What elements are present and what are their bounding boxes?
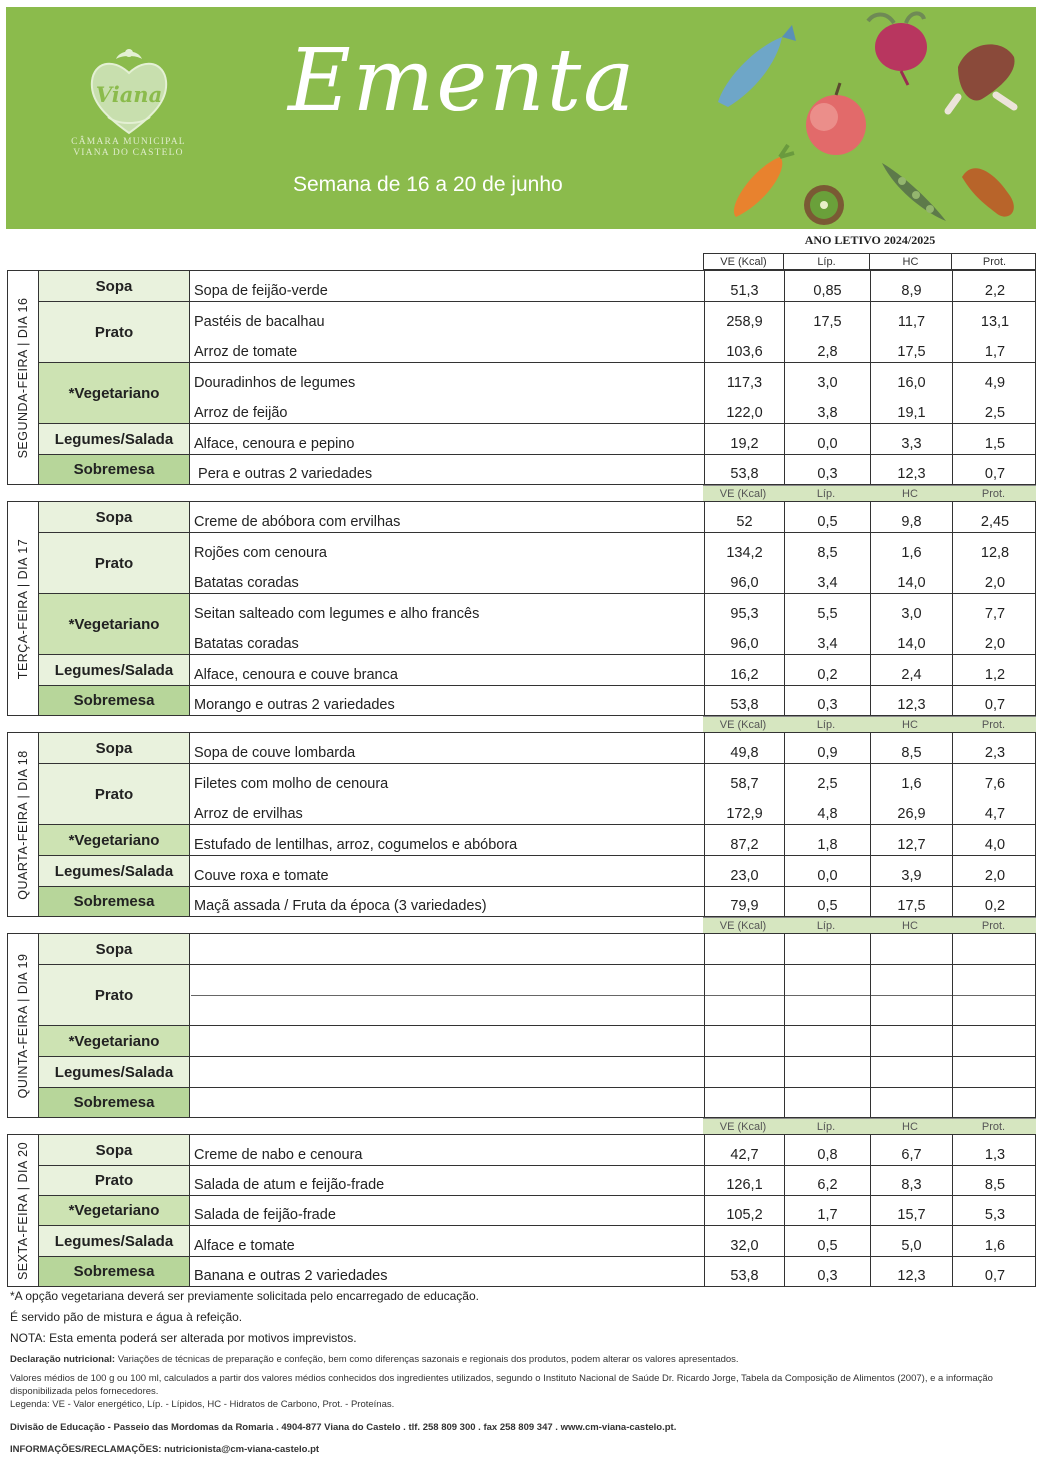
dish-name	[191, 934, 704, 964]
table-row	[39, 654, 1035, 685]
col-lip: Líp.	[816, 488, 836, 500]
prot-value: 1,2	[952, 654, 1037, 685]
table-row	[39, 271, 1035, 301]
legend-note: Legenda: VE - Valor energético, Líp. - Lípidos, HC - Hidratos de Carbono, Prot. - Proteínas.	[10, 1399, 395, 1410]
day-block-wednesday	[7, 732, 1036, 917]
prot-value: 8,5	[952, 1165, 1037, 1195]
hc-value: 12,3	[870, 454, 952, 484]
lip-value: 0,5	[784, 502, 870, 532]
ve-value: 103,6	[704, 332, 784, 362]
prot-value: 1,3	[952, 1135, 1037, 1165]
hc-value: 1,6	[870, 763, 952, 794]
table-row	[39, 794, 1035, 824]
category-label: Sobremesa	[39, 686, 190, 715]
dish-name: Arroz de tomate	[194, 344, 298, 360]
column-header-row	[703, 1118, 1036, 1135]
category-label: Legumes/Salada	[39, 1226, 190, 1256]
dish-name: Rojões com cenoura	[194, 545, 327, 561]
viana-heart-emblem-icon	[84, 45, 174, 137]
values-note: Valores médios de 100 g ou 100 ml, calculados a partir dos valores médios conhecidos dos ingredientes utilizados, segundo o Instituto Nacional de Saúde Dr. Ricardo Jorge, Tabela da Composição de Alimentos (2007), e a informação disponibilizada pelos fornecedores.	[10, 1373, 993, 1397]
prot-value	[952, 995, 1037, 1025]
ve-value: 49,8	[704, 733, 784, 763]
lip-value: 3,0	[784, 362, 870, 393]
lip-value: 0,85	[784, 271, 870, 301]
school-year: ANO LETIVO 2024/2025	[804, 233, 936, 247]
dish-name	[191, 964, 704, 995]
hc-value: 16,0	[870, 362, 952, 393]
hc-value	[870, 1087, 952, 1117]
ve-value: 95,3	[704, 593, 784, 624]
category-label: Prato	[39, 533, 190, 593]
pea-pod-icon	[882, 163, 946, 221]
ve-value: 58,7	[704, 763, 784, 794]
prot-value: 1,6	[952, 1225, 1037, 1256]
day-label: QUINTA-FEIRA | DIA 19	[16, 953, 30, 1098]
ve-value: 79,9	[704, 886, 784, 916]
hc-value: 17,5	[870, 886, 952, 916]
day-block-monday	[7, 270, 1036, 485]
category-label: *Vegetariano	[39, 1196, 190, 1225]
table-row	[39, 423, 1035, 454]
col-ve: VE (Kcal)	[719, 488, 767, 500]
category-label: Sopa	[39, 1135, 190, 1165]
prot-value: 2,5	[952, 393, 1037, 423]
col-lip: Líp.	[816, 719, 836, 731]
logo-line-1: CÂMARA MUNICIPAL	[71, 137, 186, 147]
dish-name: Pastéis de bacalhau	[194, 314, 325, 330]
category-label: Sobremesa	[39, 1088, 190, 1117]
table-row	[39, 1056, 1035, 1087]
ve-value: 258,9	[704, 301, 784, 332]
category-label: Sobremesa	[39, 887, 190, 916]
hc-value: 19,1	[870, 393, 952, 423]
lip-value: 0,0	[784, 855, 870, 886]
prot-value: 0,7	[952, 454, 1037, 484]
contact-label: INFORMAÇÕES/RECLAMAÇÕES:	[10, 1444, 162, 1455]
table-row	[39, 763, 1035, 794]
col-hc: HC	[902, 719, 918, 731]
bread-note: É servido pão de mistura e água à refeição.	[10, 1310, 243, 1324]
table-row	[39, 332, 1035, 362]
prot-value: 2,0	[952, 563, 1037, 593]
prot-value	[952, 964, 1037, 995]
table-row	[39, 563, 1035, 593]
lip-value	[784, 934, 870, 964]
table-row	[39, 995, 1035, 1025]
chicken-leg-icon	[958, 44, 1015, 107]
table-row	[39, 1256, 1035, 1286]
hc-value: 8,5	[870, 733, 952, 763]
lip-value: 17,5	[784, 301, 870, 332]
prot-value: 2,0	[952, 624, 1037, 654]
dish-name: Alface e tomate	[194, 1238, 295, 1254]
ve-value: 117,3	[704, 362, 784, 393]
col-lip: Líp.	[816, 920, 836, 932]
lip-value	[784, 1056, 870, 1087]
table-row	[39, 593, 1035, 624]
fish-icon	[718, 25, 796, 107]
table-row	[39, 362, 1035, 393]
header-banner	[6, 7, 1036, 229]
hc-value: 17,5	[870, 332, 952, 362]
table-row	[39, 1025, 1035, 1056]
lip-value: 3,4	[784, 624, 870, 654]
category-label: Sopa	[39, 502, 190, 532]
hc-value: 3,0	[870, 593, 952, 624]
dish-name: Morango e outras 2 variedades	[194, 697, 395, 713]
category-label: *Vegetariano	[39, 1026, 190, 1056]
table-row	[39, 886, 1035, 916]
prot-value: 4,7	[952, 794, 1037, 824]
lip-value	[784, 995, 870, 1025]
division-contact: Divisão de Educação - Passeio das Mordomas da Romaria . 4904-877 Viana do Castelo . tlf. 258 809 300 . fax 258 809 347 . www.cm-viana-castelo.pt.	[10, 1422, 677, 1433]
sausage-icon	[962, 168, 1014, 216]
table-row	[39, 964, 1035, 995]
col-prot: Prot.	[981, 719, 1006, 731]
column-header-row	[703, 917, 1036, 934]
ve-value: 87,2	[704, 824, 784, 855]
prot-value	[952, 1025, 1037, 1056]
ve-value: 32,0	[704, 1225, 784, 1256]
lip-value: 6,2	[784, 1165, 870, 1195]
lip-value: 0,5	[784, 1225, 870, 1256]
hc-value: 3,9	[870, 855, 952, 886]
hc-value	[870, 934, 952, 964]
lip-value: 0,2	[784, 654, 870, 685]
col-ve: VE (Kcal)	[719, 920, 767, 932]
hc-value: 6,7	[870, 1135, 952, 1165]
col-prot: Prot.	[981, 1121, 1006, 1133]
col-prot: Prot.	[981, 488, 1006, 500]
dish-name: Alface, cenoura e pepino	[194, 436, 355, 452]
ve-value: 105,2	[704, 1195, 784, 1225]
hc-value: 1,6	[870, 532, 952, 563]
table-row	[39, 454, 1035, 484]
category-label: *Vegetariano	[39, 825, 190, 855]
dish-name: Arroz de ervilhas	[194, 806, 303, 822]
lip-value: 2,5	[784, 763, 870, 794]
prot-value: 2,3	[952, 733, 1037, 763]
dish-name	[191, 995, 704, 1025]
nutrition-declaration	[10, 1353, 1035, 1366]
bone-icon	[948, 97, 958, 111]
table-row	[39, 393, 1035, 423]
hc-value: 8,3	[870, 1165, 952, 1195]
table-row	[39, 733, 1035, 763]
dish-name: Salada de feijão-frade	[194, 1207, 336, 1223]
dish-name: Couve roxa e tomate	[194, 868, 329, 884]
kiwi-icon	[804, 185, 844, 225]
dish-name: Salada de atum e feijão-frade	[194, 1177, 385, 1193]
col-hc: HC	[870, 254, 952, 269]
lip-value: 0,5	[784, 886, 870, 916]
prot-value: 2,0	[952, 855, 1037, 886]
ve-value: 126,1	[704, 1165, 784, 1195]
day-label: TERÇA-FEIRA | DIA 17	[16, 538, 30, 679]
day-block-friday	[7, 1134, 1036, 1287]
category-label: Prato	[39, 965, 190, 1025]
lip-value: 0,3	[784, 685, 870, 715]
dish-name	[191, 1025, 704, 1056]
col-prot: Prot.	[981, 920, 1006, 932]
change-note: NOTA: Esta ementa poderá ser alterada por motivos imprevistos.	[10, 1331, 357, 1345]
category-label: Legumes/Salada	[39, 655, 190, 685]
category-label: Sopa	[39, 733, 190, 763]
declaration-label: Declaração nutricional:	[10, 1354, 116, 1365]
prot-value: 0,7	[952, 1256, 1037, 1286]
lip-value: 4,8	[784, 794, 870, 824]
col-prot: Prot.	[982, 256, 1007, 268]
table-row	[39, 1225, 1035, 1256]
ve-value: 122,0	[704, 393, 784, 423]
footer-notes	[10, 1289, 1035, 1456]
table-row	[39, 624, 1035, 654]
category-label: Legumes/Salada	[39, 424, 190, 454]
ve-value: 96,0	[704, 563, 784, 593]
ve-value: 134,2	[704, 532, 784, 563]
hc-value: 12,3	[870, 1256, 952, 1286]
hc-value	[870, 995, 952, 1025]
category-label: Sobremesa	[39, 1257, 190, 1286]
hc-value: 12,3	[870, 685, 952, 715]
dish-name: Batatas coradas	[194, 636, 299, 652]
ve-value: 53,8	[704, 454, 784, 484]
dish-name: Banana e outras 2 variedades	[194, 1268, 388, 1284]
col-hc: HC	[902, 488, 918, 500]
ve-value	[704, 1025, 784, 1056]
category-label: Legumes/Salada	[39, 856, 190, 886]
dish-name: Maçã assada / Fruta da época (3 variedades)	[194, 898, 487, 914]
prot-value: 2,2	[952, 271, 1037, 301]
category-label: Legumes/Salada	[39, 1057, 190, 1087]
ve-value: 51,3	[704, 271, 784, 301]
col-ve: VE (Kcal)	[719, 719, 767, 731]
table-row	[39, 934, 1035, 964]
category-label: Sopa	[39, 934, 190, 964]
hc-value: 14,0	[870, 563, 952, 593]
contact-email[interactable]: nutricionista@cm-viana-castelo.pt	[161, 1444, 320, 1455]
hc-value: 26,9	[870, 794, 952, 824]
dish-name: Batatas coradas	[194, 575, 299, 591]
table-row	[39, 532, 1035, 563]
page-title: Ementa	[288, 31, 637, 131]
lip-value: 0,3	[784, 454, 870, 484]
table-row	[39, 685, 1035, 715]
lip-value: 1,7	[784, 1195, 870, 1225]
dish-name: Douradinhos de legumes	[194, 375, 356, 391]
ve-value: 42,7	[704, 1135, 784, 1165]
dish-name: Arroz de feijão	[194, 405, 288, 421]
lip-value: 5,5	[784, 593, 870, 624]
hc-value: 11,7	[870, 301, 952, 332]
dish-name: Pera e outras 2 variedades	[194, 466, 373, 482]
day-label: SEGUNDA-FEIRA | DIA 16	[16, 297, 30, 458]
apple-icon	[806, 83, 866, 155]
ve-value: 53,8	[704, 685, 784, 715]
ve-value	[704, 1056, 784, 1087]
table-row	[39, 824, 1035, 855]
lip-value	[784, 964, 870, 995]
hc-value: 12,7	[870, 824, 952, 855]
column-header-row	[703, 716, 1036, 733]
prot-value: 2,45	[952, 502, 1037, 532]
table-row	[39, 1087, 1035, 1117]
hc-value	[870, 964, 952, 995]
category-label: *Vegetariano	[39, 363, 190, 423]
prot-value: 4,9	[952, 362, 1037, 393]
prot-value: 0,7	[952, 685, 1037, 715]
svg-text:Viana: Viana	[95, 82, 162, 107]
prot-value: 7,7	[952, 593, 1037, 624]
day-block-tuesday	[7, 501, 1036, 716]
lip-value: 8,5	[784, 532, 870, 563]
lip-value	[784, 1025, 870, 1056]
category-label: Prato	[39, 764, 190, 824]
table-row	[39, 1135, 1035, 1165]
day-label: SEXTA-FEIRA | DIA 20	[16, 1141, 30, 1280]
col-lip: Líp.	[816, 1121, 836, 1133]
day-block-thursday	[7, 933, 1036, 1118]
logo-line-2: VIANA DO CASTELO	[73, 148, 184, 158]
hc-value: 5,0	[870, 1225, 952, 1256]
column-header-row	[703, 253, 1036, 270]
dish-name: Sopa de feijão-verde	[194, 283, 328, 299]
dish-name: Creme de abóbora com ervilhas	[194, 514, 401, 530]
lip-value: 0,0	[784, 423, 870, 454]
dish-name: Filetes com molho de cenoura	[194, 776, 389, 792]
prot-value: 1,5	[952, 423, 1037, 454]
ve-value: 52	[704, 502, 784, 532]
dish-name: Estufado de lentilhas, arroz, cogumelos e abóbora	[194, 837, 518, 853]
prot-value: 4,0	[952, 824, 1037, 855]
column-header-row	[703, 485, 1036, 502]
col-hc: HC	[902, 920, 918, 932]
lip-value: 0,9	[784, 733, 870, 763]
hc-value: 8,9	[870, 271, 952, 301]
municipal-logo	[66, 45, 191, 190]
prot-value: 7,6	[952, 763, 1037, 794]
prot-value: 0,2	[952, 886, 1037, 916]
prot-value: 1,7	[952, 332, 1037, 362]
dish-name: Seitan salteado com legumes e alho francês	[194, 606, 480, 622]
week-subtitle: Semana de 16 a 20 de junho	[293, 173, 563, 196]
table-row	[39, 855, 1035, 886]
col-ve: VE (Kcal)	[704, 254, 784, 269]
ve-value: 53,8	[704, 1256, 784, 1286]
prot-value: 12,8	[952, 532, 1037, 563]
lip-value: 0,8	[784, 1135, 870, 1165]
hc-value: 3,3	[870, 423, 952, 454]
lip-value	[784, 1087, 870, 1117]
lip-value: 3,8	[784, 393, 870, 423]
category-label: Sopa	[39, 271, 190, 301]
table-row	[39, 502, 1035, 532]
hc-value: 14,0	[870, 624, 952, 654]
hc-value: 9,8	[870, 502, 952, 532]
lip-value: 3,4	[784, 563, 870, 593]
lip-value: 2,8	[784, 332, 870, 362]
dish-name: Alface, cenoura e couve branca	[194, 667, 398, 683]
category-label: Prato	[39, 302, 190, 362]
category-label: Sobremesa	[39, 455, 190, 484]
dish-name: Sopa de couve lombarda	[194, 745, 356, 761]
category-label: Prato	[39, 1166, 190, 1195]
table-row	[39, 301, 1035, 332]
food-illustrations	[696, 7, 1036, 229]
hc-value	[870, 1025, 952, 1056]
vegetarian-note: *A opção vegetariana deverá ser previamente solicitada pelo encarregado de educação.	[10, 1289, 479, 1303]
hc-value: 2,4	[870, 654, 952, 685]
ve-value	[704, 1087, 784, 1117]
col-ve: VE (Kcal)	[719, 1121, 767, 1133]
category-label: *Vegetariano	[39, 594, 190, 654]
table-row	[39, 1195, 1035, 1225]
beet-icon	[868, 13, 927, 85]
col-hc: HC	[902, 1121, 918, 1133]
col-lip: Líp.	[784, 254, 870, 269]
ve-value	[704, 995, 784, 1025]
prot-value: 13,1	[952, 301, 1037, 332]
ve-value: 172,9	[704, 794, 784, 824]
prot-value: 5,3	[952, 1195, 1037, 1225]
lip-value: 0,3	[784, 1256, 870, 1286]
hc-value: 15,7	[870, 1195, 952, 1225]
dish-name: Creme de nabo e cenoura	[194, 1147, 363, 1163]
day-label: QUARTA-FEIRA | DIA 18	[16, 749, 30, 900]
declaration-text: Variações de técnicas de preparação e confeção, bem como diferenças sazonais e regionais dos produtos, podem alterar os valores apresentados.	[115, 1354, 739, 1365]
ve-value	[704, 964, 784, 995]
ve-value: 96,0	[704, 624, 784, 654]
carrot-icon	[734, 145, 794, 217]
table-row	[39, 1165, 1035, 1195]
hc-value	[870, 1056, 952, 1087]
dish-name	[191, 1087, 704, 1117]
ve-value	[704, 934, 784, 964]
ve-value: 19,2	[704, 423, 784, 454]
prot-value	[952, 1056, 1037, 1087]
dish-name	[191, 1056, 704, 1087]
prot-value	[952, 1087, 1037, 1117]
lip-value: 1,8	[784, 824, 870, 855]
ve-value: 23,0	[704, 855, 784, 886]
prot-value	[952, 934, 1037, 964]
ve-value: 16,2	[704, 654, 784, 685]
complaints-contact	[10, 1443, 1035, 1456]
